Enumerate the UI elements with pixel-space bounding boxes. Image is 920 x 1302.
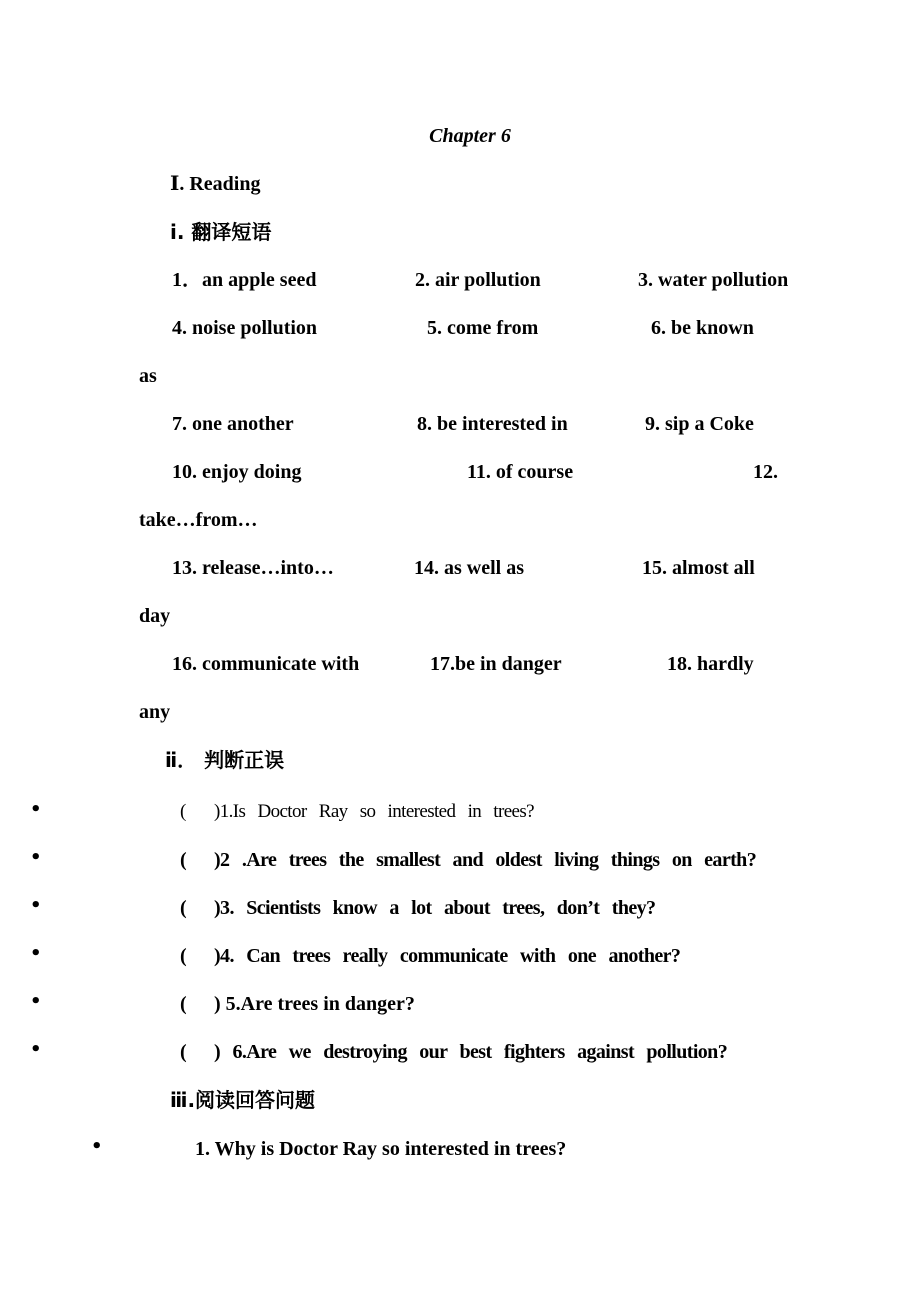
part-ii-heading: ⅱ． 判断正误 [165, 748, 285, 772]
true-false-statement: )2 .Are trees the smallest and oldest living things on earth? [214, 849, 757, 871]
phrase-item: 10. enjoy doing [172, 461, 302, 483]
bullet-icon: • [30, 799, 42, 820]
phrase-item: 7. one another [172, 413, 294, 435]
true-false-item [180, 848, 756, 872]
phrase-item: 6. be known [651, 317, 754, 339]
phrase-item: 5. come from [427, 317, 539, 339]
phrase-item: 2. air pollution [415, 269, 541, 291]
true-false-statement: )1.Is Doctor Ray so interested in trees? [214, 801, 534, 822]
true-false-statement: )4. Can trees really communicate with one another? [214, 945, 681, 967]
phrase-item: 4. noise pollution [172, 317, 318, 339]
section-heading-reading: Ⅰ. Reading [170, 173, 261, 195]
phrase-item-continuation: day [139, 605, 171, 627]
answer-paren: ( [180, 1041, 187, 1063]
phrase-item: 1．an apple seed [172, 269, 317, 291]
true-false-statement: ) 5.Are trees in danger? [214, 993, 415, 1015]
true-false-statement: )3. Scientists know a lot about trees, don’t they? [214, 897, 656, 919]
phrase-item-continuation: any [139, 701, 171, 723]
true-false-item [180, 992, 415, 1016]
phrase-item: 8. be interested in [417, 413, 568, 435]
part-iii-heading: ⅲ.阅读回答问题 [170, 1088, 316, 1112]
true-false-item [180, 944, 680, 968]
phrase-item-continuation: take…from… [139, 509, 258, 531]
phrase-item: 17.be in danger [430, 653, 562, 675]
bullet-icon: • [30, 847, 42, 868]
part-i-heading: ⅰ. 翻译短语 [170, 220, 272, 244]
bullet-icon: • [30, 943, 42, 964]
phrase-item: 15. almost all [642, 557, 755, 579]
answer-paren: ( [180, 849, 187, 871]
bullet-icon: • [30, 1039, 42, 1060]
bullet-icon: • [30, 895, 42, 916]
phrase-item: 9. sip a Coke [645, 413, 754, 435]
answer-paren: ( [180, 993, 187, 1015]
reading-question: 1. Why is Doctor Ray so interested in trees? [195, 1138, 567, 1160]
answer-paren: ( [180, 801, 186, 822]
phrase-item: 18. hardly [667, 653, 754, 675]
true-false-item [180, 800, 534, 824]
phrase-item: 16. communicate with [172, 653, 360, 675]
true-false-item [180, 896, 655, 920]
true-false-statement: ) 6.Are we destroying our best fighters against pollution? [214, 1041, 728, 1063]
phrase-item-continuation: as [139, 365, 157, 387]
phrase-item: 12. [753, 461, 778, 483]
phrase-item: 13. release…into… [172, 557, 334, 579]
phrase-item: 14. as well as [414, 557, 524, 579]
phrase-item: 11. of course [467, 461, 574, 483]
answer-paren: ( [180, 945, 187, 967]
bullet-icon: • [91, 1136, 103, 1157]
true-false-item [180, 1040, 727, 1064]
phrase-item: 3. water pollution [638, 269, 789, 291]
chapter-title: Chapter 6 [429, 125, 511, 147]
answer-paren: ( [180, 897, 187, 919]
bullet-icon: • [30, 991, 42, 1012]
